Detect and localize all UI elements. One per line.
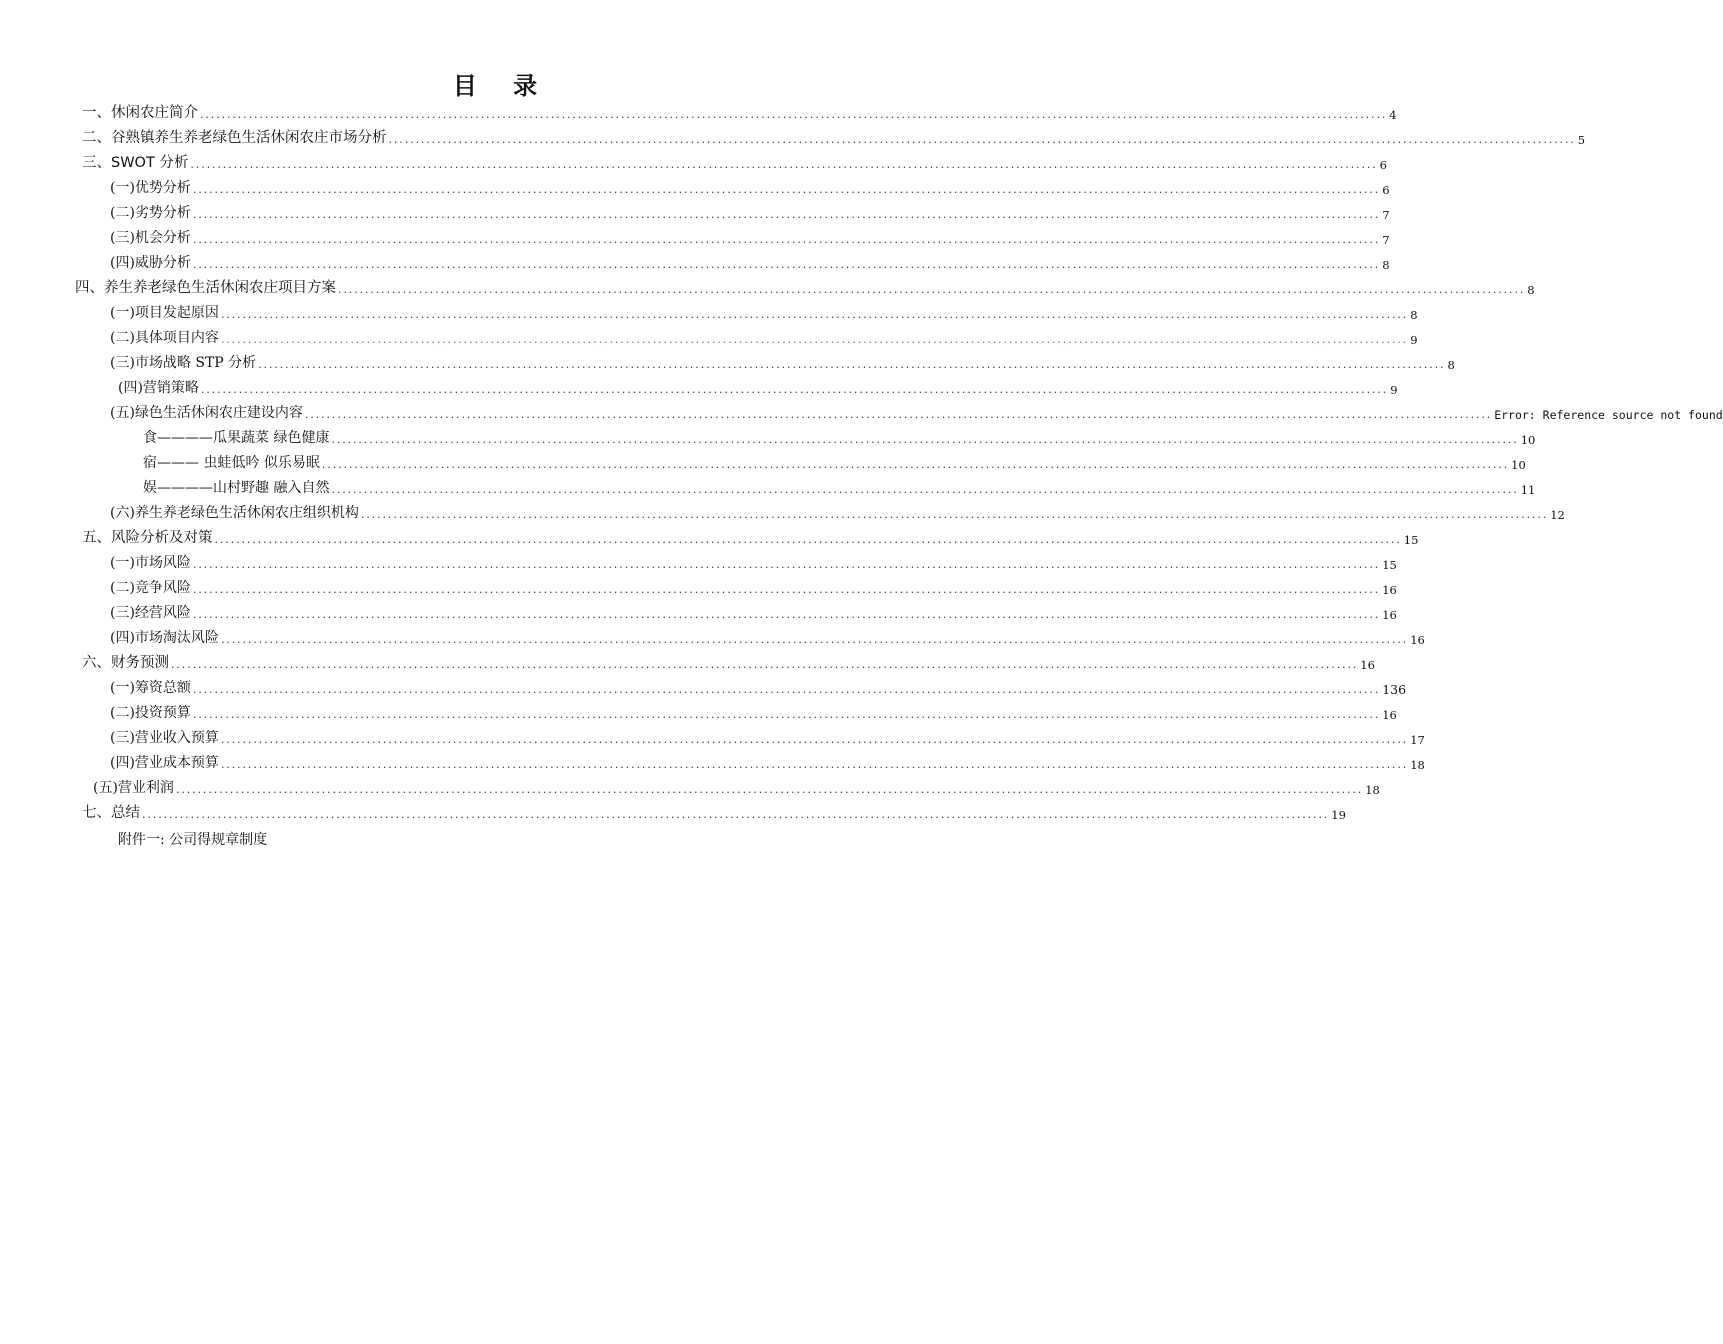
toc-entry[interactable]	[110, 698, 1397, 723]
toc-leader-dots: ............................................................................................................................................................................................................................	[192, 708, 1381, 721]
toc-entry-page: 16	[1382, 583, 1397, 597]
toc-entry-page: 12	[1550, 508, 1565, 522]
toc-entry-label: 食————瓜果蔬菜 绿色健康	[143, 430, 330, 446]
toc-leader-dots: ............................................................................................................................................................................................................................	[175, 783, 1364, 796]
toc-entry-label: (二)竞争风险	[110, 580, 191, 596]
toc-leader-dots: ............................................................................................................................................................................................................................	[192, 558, 1381, 571]
toc-entry-page: 10	[1511, 458, 1526, 472]
toc-entry-label: (四)市场淘汰风险	[110, 630, 219, 646]
toc-entry-page: 8	[1382, 258, 1390, 272]
toc-entry-page: 8	[1410, 308, 1418, 322]
toc-entry-page: 9	[1410, 333, 1418, 347]
toc-leader-dots: ............................................................................................................................................................................................................................	[220, 308, 1409, 321]
toc-entry-label: 三、SWOT 分析	[82, 155, 189, 171]
toc-leader-dots: ............................................................................................................................................................................................................................	[214, 533, 1402, 546]
toc-entry-page: 15	[1382, 558, 1397, 572]
toc-entry[interactable]	[110, 748, 1425, 773]
toc-entry-label: (一)市场风险	[110, 555, 191, 571]
toc-entry-page: 5	[1577, 133, 1586, 147]
toc-entry-page: 8	[1527, 283, 1535, 297]
toc-entry-page: 10	[1520, 433, 1536, 447]
toc-entry[interactable]	[110, 173, 1390, 198]
toc-leader-dots: ............................................................................................................................................................................................................................	[190, 158, 1378, 171]
toc-entry[interactable]	[110, 573, 1397, 598]
toc-entry-page: 6	[1382, 183, 1390, 197]
toc-leader-dots: ............................................................................................................................................................................................................................	[220, 758, 1409, 771]
toc-entry[interactable]	[110, 298, 1418, 323]
toc-entry-page: 4	[1389, 108, 1397, 122]
toc-leader-dots: ............................................................................................................................................................................................................................	[142, 808, 1330, 821]
toc-entry-label: 四、养生养老绿色生活休闲农庄项目方案	[75, 280, 336, 296]
toc-leader-dots: ............................................................................................................................................................................................................................	[321, 458, 1510, 471]
toc-entry-label: (四)威胁分析	[110, 255, 191, 271]
toc-leader-dots: ............................................................................................................................................................................................................................	[304, 408, 1493, 421]
toc-entry-label: (三)市场战略 STP 分析	[110, 355, 257, 371]
toc-entry[interactable]	[110, 398, 1723, 423]
toc-entry-label: (六)养生养老绿色生活休闲农庄组织机构	[110, 505, 359, 521]
toc-entry-label: 一、休闲农庄简介	[82, 105, 198, 121]
appendix-note: 附件一: 公司得规章制度	[118, 832, 268, 848]
toc-entry-label: (五)营业利润	[93, 780, 174, 796]
toc-leader-dots: ............................................................................................................................................................................................................................	[192, 258, 1381, 271]
toc-leader-dots: ............................................................................................................................................................................................................................	[200, 108, 1388, 121]
toc-entry-label: (二)劣势分析	[110, 205, 191, 221]
toc-entry-label: (一)优势分析	[110, 180, 191, 196]
toc-entry[interactable]	[110, 623, 1425, 648]
toc-entry[interactable]	[82, 148, 1387, 173]
toc-entry[interactable]	[82, 123, 1586, 148]
toc-entry[interactable]	[110, 198, 1390, 223]
toc-entry-page: 7	[1382, 208, 1390, 222]
toc-leader-dots: ............................................................................................................................................................................................................................	[192, 233, 1381, 246]
toc-entry[interactable]	[110, 348, 1455, 373]
toc-entry-page: 19	[1331, 808, 1346, 822]
toc-leader-dots: ............................................................................................................................................................................................................................	[192, 583, 1381, 596]
page-title: 目 录	[452, 72, 552, 100]
toc-leader-dots: ............................................................................................................................................................................................................................	[220, 733, 1409, 746]
toc-leader-dots: ............................................................................................................................................................................................................................	[192, 683, 1381, 696]
toc-entry-label: 宿——— 虫蛙低吟 似乐易眠	[143, 455, 320, 471]
toc-entry-label: (一)项目发起原因	[110, 305, 219, 321]
toc-entry-label: (三)营业收入预算	[110, 730, 219, 746]
toc-entry[interactable]	[110, 323, 1418, 348]
toc-entry[interactable]	[82, 523, 1419, 548]
toc-entry-label: 七、总结	[82, 805, 140, 821]
toc-entry-label: (二)具体项目内容	[110, 330, 219, 346]
toc-entry[interactable]	[143, 448, 1526, 473]
toc-entry-page: 7	[1382, 233, 1390, 247]
toc-entry[interactable]	[110, 598, 1397, 623]
toc-leader-dots: ............................................................................................................................................................................................................................	[171, 658, 1359, 671]
toc-entry-label: (四)营业成本预算	[110, 755, 219, 771]
toc-leader-dots: ............................................................................................................................................................................................................................	[220, 333, 1409, 346]
toc-entry-label: 娱————山村野趣 融入自然	[143, 480, 330, 496]
toc-entry-page: Error: Reference source not found	[1494, 408, 1723, 422]
toc-entry-label: 五、风险分析及对策	[82, 530, 213, 546]
toc-entry-page: 136	[1382, 682, 1407, 697]
toc-entry[interactable]	[110, 723, 1425, 748]
toc-entry-label: (三)经营风险	[110, 605, 191, 621]
toc-entry-label: (一)筹资总额	[110, 680, 191, 696]
toc-entry[interactable]	[75, 273, 1535, 298]
toc-entry-page: 16	[1410, 633, 1425, 647]
toc-entry-page: 16	[1360, 658, 1375, 672]
toc-entry[interactable]	[110, 498, 1565, 523]
toc-leader-dots: ............................................................................................................................................................................................................................	[200, 383, 1389, 396]
toc-leader-dots: ............................................................................................................................................................................................................................	[388, 133, 1576, 146]
toc-leader-dots: ............................................................................................................................................................................................................................	[192, 183, 1381, 196]
toc-leader-dots: ............................................................................................................................................................................................................................	[192, 208, 1381, 221]
toc-entry-page: 16	[1382, 608, 1397, 622]
toc-entry[interactable]	[118, 373, 1398, 398]
toc-entry[interactable]	[110, 673, 1407, 698]
toc-entry[interactable]	[110, 223, 1390, 248]
toc-entry-page: 17	[1410, 733, 1425, 747]
toc-leader-dots: ............................................................................................................................................................................................................................	[360, 508, 1549, 521]
toc-entry-label: 六、财务预测	[82, 655, 169, 671]
toc-entry-page: 11	[1520, 483, 1536, 497]
toc-entry-page: 9	[1390, 383, 1398, 397]
toc-entry-label: 二、谷熟镇养生养老绿色生活休闲农庄市场分析	[82, 130, 387, 146]
toc-entry-page: 18	[1365, 783, 1380, 797]
toc-entry-label: (五)绿色生活休闲农庄建设内容	[110, 405, 303, 421]
toc-entry[interactable]	[110, 248, 1390, 273]
toc-leader-dots: ............................................................................................................................................................................................................................	[338, 283, 1526, 296]
toc-leader-dots: ............................................................................................................................................................................................................................	[331, 483, 1519, 496]
toc-leader-dots: ............................................................................................................................................................................................................................	[331, 433, 1519, 446]
toc-entry-page: 16	[1382, 708, 1397, 722]
toc-entry-label: (三)机会分析	[110, 230, 191, 246]
toc-leader-dots: ............................................................................................................................................................................................................................	[192, 608, 1381, 621]
toc-entry[interactable]	[82, 798, 1346, 823]
toc-entry[interactable]	[93, 773, 1380, 798]
toc-entry[interactable]	[143, 423, 1536, 448]
toc-entry[interactable]	[82, 648, 1375, 673]
toc-entry[interactable]	[82, 98, 1397, 123]
toc-entry-page: 18	[1410, 758, 1425, 772]
toc-leader-dots: ............................................................................................................................................................................................................................	[258, 358, 1446, 371]
toc-entry[interactable]	[143, 473, 1536, 498]
toc-entry[interactable]	[110, 548, 1397, 573]
toc-entry-page: 15	[1403, 533, 1419, 547]
toc-leader-dots: ............................................................................................................................................................................................................................	[220, 633, 1409, 646]
toc-entry-label: (四)营销策略	[118, 380, 199, 396]
toc-entry-page: 6	[1379, 158, 1387, 172]
toc-entry-label: (二)投资预算	[110, 705, 191, 721]
toc-entry-page: 8	[1447, 358, 1455, 372]
